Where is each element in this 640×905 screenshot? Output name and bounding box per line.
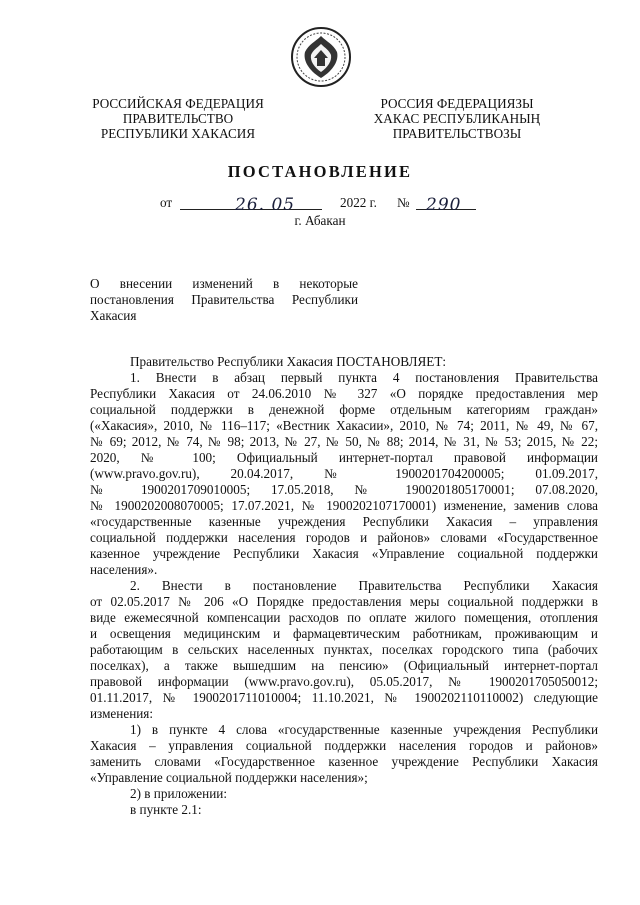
header-left-line: ПРАВИТЕЛЬСТВО: [122, 111, 234, 126]
paragraph-line: казенное учреждение Республики Хакасия «Управление социальной поддержки: [90, 546, 598, 561]
item-line: 2) в приложении:: [130, 786, 227, 801]
paragraph-1: [90, 370, 598, 578]
paragraph-line: № 1900201709010005; 17.05.2018, № 1900201805170001; 07.08.2020,: [90, 482, 598, 497]
paragraph-line: 1. Внести в абзац первый пункта 4 постановления Правительства: [130, 370, 598, 385]
item-line: заменить словами «Государственное казенное учреждение Республики Хакасия: [90, 754, 598, 769]
header-right-line: РОССИЯ ФЕДЕРАЦИЯЗЫ: [380, 96, 534, 111]
item-line: «Управление социальной поддержки населения»;: [90, 770, 368, 785]
paragraph-line: социальной поддержки населения городов и районов» словами «Государственное: [90, 530, 598, 545]
paragraph-line: поселках), а также вышедшим на пенсию» (Официальный интернет-портал: [90, 658, 598, 673]
number-sign: №: [397, 195, 410, 210]
paragraph-line: социальной поддержки в денежной форме отдельным категориям граждан»: [90, 402, 598, 417]
date-prefix: от: [160, 195, 173, 210]
paragraph-line: 2020, № 100; Официальный интернет-портал правовой информации: [90, 450, 598, 465]
intro-line: Правительство Республики Хакасия ПОСТАНОВЛЯЕТ:: [130, 354, 447, 369]
city-name: г. Абакан: [294, 213, 346, 228]
paragraph-line: 2. Внести в постановление Правительства Республики Хакасия: [130, 578, 598, 593]
header-left-block: [86, 96, 270, 141]
item-2: [90, 786, 598, 818]
paragraph-2: [90, 578, 598, 722]
date-year: 2022 г.: [340, 195, 377, 210]
document-title: ПОСТАНОВЛЕНИЕ: [227, 162, 413, 181]
header-right-line: ПРАВИТЕЛЬСТВОЗЫ: [392, 126, 522, 141]
item-line: 1) в пункте 4 слова «государственные казенные учреждения Республики: [130, 722, 598, 737]
paragraph-line: изменения:: [90, 706, 154, 721]
subject-line: Хакасия: [90, 308, 137, 323]
paragraph-line: № 69; 2012, № 74, № 98; 2013, № 27, № 50, № 88; 2014, № 31, № 53; 2015, № 22;: [90, 434, 598, 449]
paragraph-line: «государственные казенные учреждения Республики Хакасия – управления: [90, 514, 598, 529]
paragraph-line: № 1900202008070005; 17.07.2021, № 1900202107170001) изменение, заменив слова: [90, 498, 598, 513]
paragraph-line: работающим в сельских населенных пунктах, поселках городского типа (рабочих: [90, 642, 598, 657]
paragraph-line: («Хакасия», 2010, № 116–117; «Вестник Хакасии», 2010, № 74; 2011, № 49, № 67,: [90, 418, 598, 433]
date-number-line: [160, 193, 500, 215]
sub-item-line: в пункте 2.1:: [130, 802, 202, 817]
intro-paragraph: [90, 354, 598, 370]
document-subject: [90, 276, 358, 324]
subject-line: О внесении изменений в некоторые: [90, 276, 358, 291]
paragraph-line: и освещения медицинским и фармацевтическим работникам, проживающим и: [90, 626, 598, 641]
paragraph-line: от 02.05.2017 № 206 «О Порядке предоставления меры социальной поддержки в: [90, 594, 598, 609]
paragraph-line: Республики Хакасия от 24.06.2010 № 327 «О порядке предоставления мер: [90, 386, 598, 401]
handwritten-date: 26. 05: [235, 195, 296, 215]
item-line: Хакасия – управления социальной поддержки населения городов и районов»: [90, 738, 598, 753]
paragraph-line: (www.pravo.gov.ru), 20.04.2017, № 1900201704200005; 01.09.2017,: [90, 466, 598, 481]
header-left-line: РОССИЙСКАЯ ФЕДЕРАЦИЯ: [92, 96, 264, 111]
handwritten-number: 290: [426, 195, 462, 215]
paragraph-line: виде ежемесячной компенсации расходов по оплате жилого помещения, отопления: [90, 610, 598, 625]
item-1: [90, 722, 598, 786]
header-right-line: ХАКАС РЕСПУБЛИКАНЫҢ: [373, 111, 541, 126]
paragraph-line: населения».: [90, 562, 158, 577]
coat-of-arms-emblem: [290, 26, 352, 88]
paragraph-line: 01.11.2017, № 1900201711010004; 11.10.2021, № 1900202110110002) следующие: [90, 690, 598, 705]
header-right-block: [372, 96, 542, 141]
subject-line: постановления Правительства Республики: [90, 292, 358, 307]
header-left-line: РЕСПУБЛИКИ ХАКАСИЯ: [100, 126, 256, 141]
document-body: [90, 354, 598, 818]
paragraph-line: правовой информации (www.pravo.gov.ru), 05.05.2017, № 1900201705050012;: [90, 674, 598, 689]
